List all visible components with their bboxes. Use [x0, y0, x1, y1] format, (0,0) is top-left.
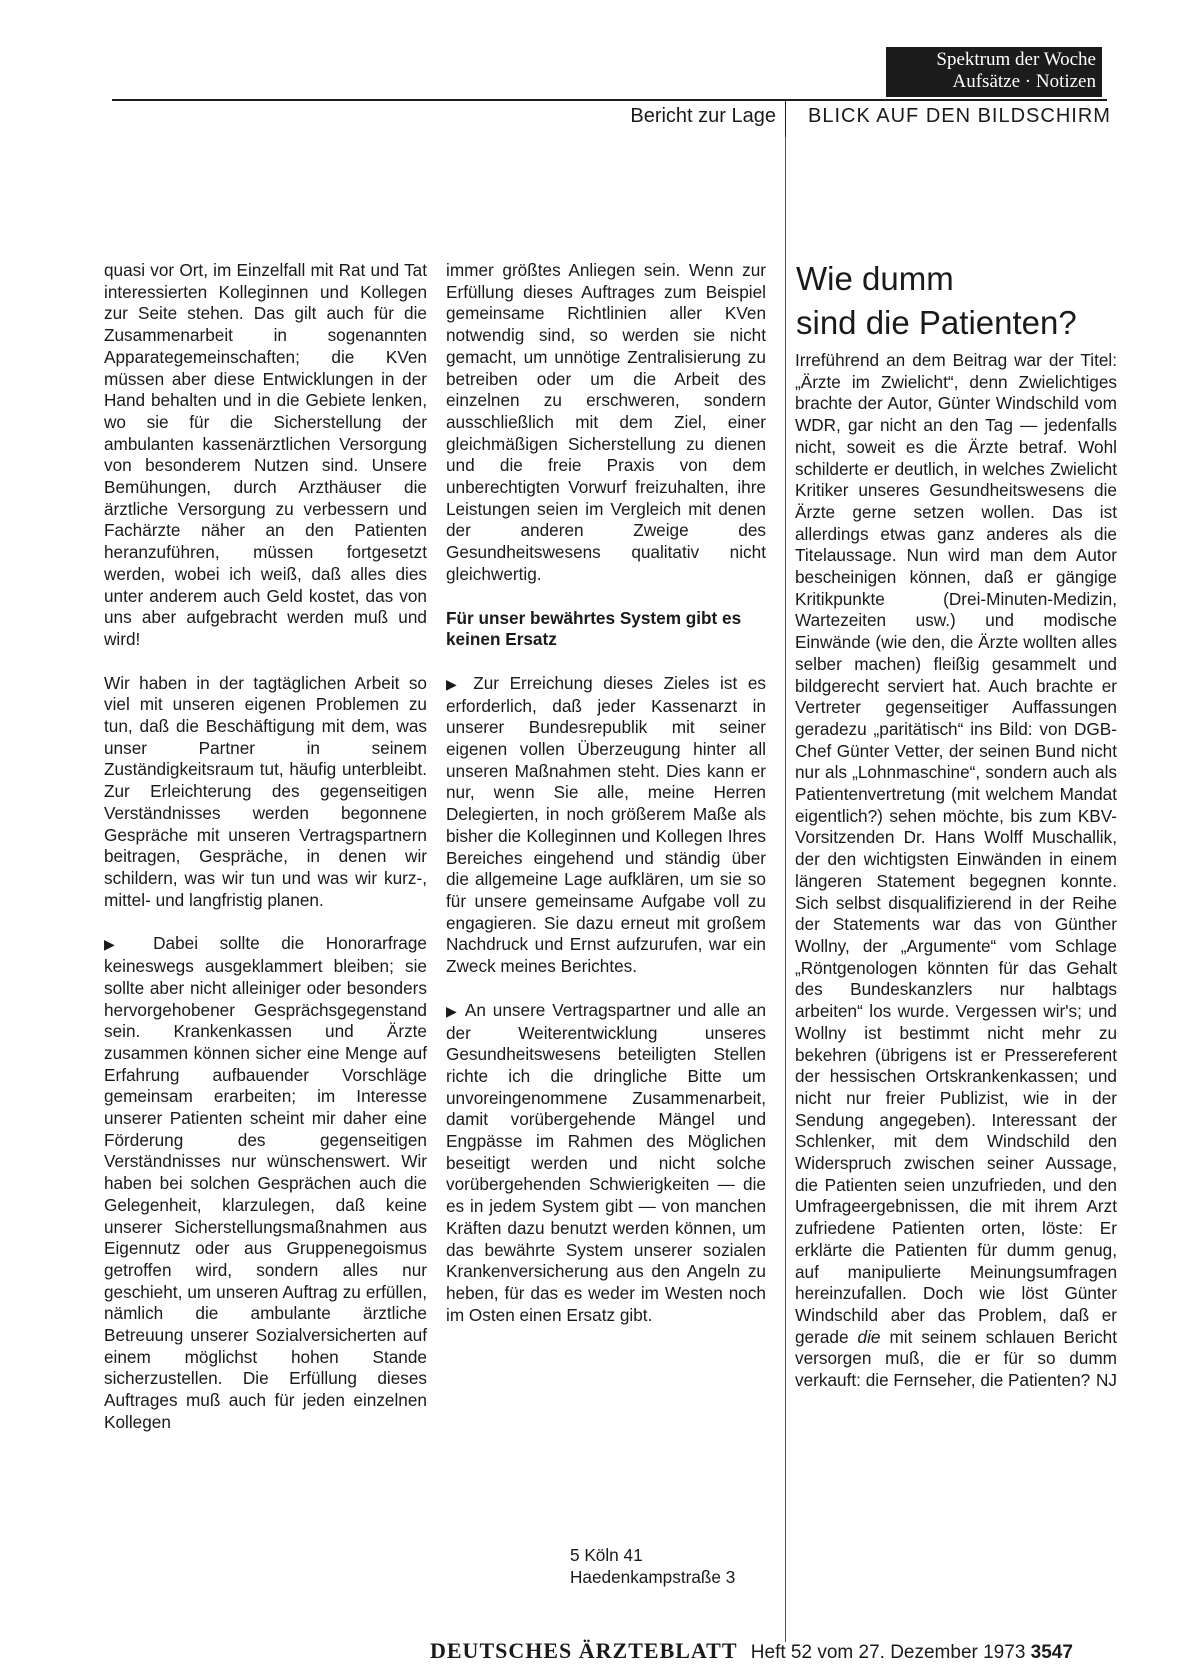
column-3 — [795, 350, 1117, 1414]
paragraph-text: mit seinem schlauen Bericht versorgen muß, die er für so dumm verkauft: die Fernseher, die Patienten? — [795, 1326, 1118, 1391]
emphasis: die — [857, 1326, 881, 1347]
section-badge — [886, 47, 1102, 97]
paragraph — [795, 350, 1117, 1392]
section-badge-line2: Aufsätze · Notizen — [952, 71, 1096, 92]
paragraph — [104, 933, 427, 1433]
triangle-bullet-icon: ▶ — [104, 936, 132, 953]
author-signoff: NJ — [1095, 1370, 1117, 1391]
issue-info: Heft 52 vom 27. Dezember 1973 — [750, 1642, 1026, 1663]
article-title — [796, 257, 1077, 345]
paragraph: Wir haben in der tagtäglichen Arbeit so viel mit unseren eigenen Problemen zu tun, daß die Beschäftigung mit dem, was unser Partner in seinem Zuständigkeitsraum tut, häufig unterbleibt. Zur Erleichterung des gegenseitigen Verständnisses werden begonnene Gespräche mit unseren Vertragspartnern beitragen, Gespräche, in denen wir schildern, was wir tun und was wir kurz-, mittel- und langfristig planen. — [104, 672, 427, 910]
page-number: 3547 — [1030, 1642, 1073, 1663]
paragraph-text: Dabei sollte die Honorarfrage keineswegs ausgeklammert bleiben; sie sollte aber nicht alleiniger oder besonders hervorgehobener Gesprächsgegenstand sein. Krankenkassen und Ärzte zusammen können sicher eine Menge auf Erfahrung aufbauender Vorschläge gemeinsam erarbeiten; im Interesse unserer Patienten scheint mir daher eine Förderung des gegenseitigen Verständnisses nur wünschenswert. Wir haben bei solchen Gesprächen auch die Gelegenheit, klarzulegen, daß keine unserer Sicherstellungsmaßnahmen aus Eigennutz oder aus Gruppenegoismus getroffen wird, sondern alles nur geschieht, um unseren Auftrag zu erfüllen, nämlich die ambulante ärztliche Betreuung unserer Sozialversicherten auf einem möglichst hohen Stande sicherzustellen. Die Erfüllung dieses Auftrages muß auch für jeden einzelnen Kollegen — [104, 933, 427, 1432]
magazine-name: DEUTSCHES ÄRZTEBLATT — [430, 1638, 738, 1663]
rubric-left: Bericht zur Lage — [630, 105, 776, 127]
paragraph: immer größtes Anliegen sein. Wenn zur Erfüllung dieses Auftrages zum Beispiel gemeinsame Richtlinien aller KVen notwendig sind, so werden sie nicht gemacht, um unnötige Zentralisierung zu betreiben oder um die Arbeit des einzelnen zu erschweren, sondern ausschließlich mit dem Ziel, einer gleichmäßigen Sicherstellung zu dienen und die freie Praxis von dem unberechtigten Vorwurf freizuhalten, ihre Leistungen seien im Vergleich mit denen der anderen Zweige des Gesundheitswesens qualitativ nicht gleichwertig. — [446, 260, 766, 584]
rubric-right: BLICK AUF DEN BILDSCHIRM — [808, 105, 1111, 127]
paragraph-text: Irreführend an dem Beitrag war der Titel: „Ärzte im Zwielicht“, denn Zwielichtiges brachte der Autor, Günter Windschild vom WDR, gar nicht an den Tag — jedenfalls nicht, soweit es die Ärzte betraf. Wohl schilderte er deutlich, in welches Zwielicht Kritiker unseres Gesundheitswesens die Ärzte gerne setzen wollen. Das ist allerdings etwas ganz anderes als die Titelaussage. Nun wird man dem Autor bescheinigen können, daß er gängige Kritikpunkte (Drei-Minuten-Medizin, Wartezeiten usw.) und modische Einwände (wie den, die Ärzte wollten alles selber machen) fleißig gesammelt und bildgerecht serviert hat. Auch brachte er Vertreter gegenseitiger Auffassungen geradezu „paritätisch“ ins Bild: von DGB-Chef Günter Vetter, der seinen Bund nicht nur als „Lohnmaschine“, sondern auch als Patientenvertretung (mit welchem Mandat eigentlich?) sehen möchte, bis zum KBV-Vorsitzenden Dr. Hans Wolff Muschallik, der den wichtigsten Einwänden in einem längeren Statement begegnen konnte. Sich selbst disqualifizierend in der Reihe der Statements war das von Günther Wollny, der „Argumente“ vom Schlage „Röntgenologen könnten für das Gehalt des Bundeskanzlers nur halbtags arbeiten“ los wurde. Vergessen wir's; und Wollny ist bestimmt nicht mehr zu bekehren (übrigens ist er Pressereferent der hessischen Ortskrankenkassen; und nicht nur freier Publizist, wie in der Sendung angegeben). Interessant der Schlenker, mit dem Windschild den Widerspruch zwischen seiner Aussage, die Patienten seien unzufrieden, und den Umfrageergebnissen, die mit ihrem Arzt zufriedene Patienten orten, löste: Er erklärte die Patienten für dumm genug, auf manipulierte Meinungsumfragen hereinzufallen. Doch wie löst Günter Windschild aber das Problem, daß er gerade — [795, 350, 1117, 1347]
section-badge-line1: Spektrum der Woche — [936, 49, 1096, 70]
address-line: 5 Köln 41 — [570, 1545, 643, 1565]
column-1 — [104, 260, 427, 1456]
title-line: Wie dumm — [796, 260, 954, 297]
address-line: Haedenkampstraße 3 — [570, 1566, 736, 1587]
paragraph-text: Zur Erreichung dieses Zieles ist es erforderlich, daß jeder Kassenarzt in unserer Bundesrepublik mit seiner eigenen vollen Überzeugung hinter all unseren Maßnahmen steht. Dies kann er nur, wenn Sie alle, meine Herren Delegierten, in noch größerem Maße als bisher die Kolleginnen und Kollegen Ihres Bereiches eingehend und ständig über die allgemeine Lage aufklären, um sie so für unsere gemeinsame Aufgabe voll zu engagieren. Sie dazu erneut mit großem Nachdruck und Ernst aufzurufen, war ein Zweck meines Berichtes. — [446, 672, 766, 977]
column-divider — [785, 137, 786, 1642]
paragraph — [446, 1000, 766, 1327]
triangle-bullet-icon: ▶ — [446, 675, 463, 692]
author-address — [570, 1545, 735, 1588]
page-footer — [430, 1638, 1073, 1664]
header-rule — [112, 99, 1107, 101]
paragraph-text: An unsere Vertragspartner und alle an der Weiterentwicklung unseres Gesundheitswesens beteiligten Stellen richte ich die dringliche Bitte um unvoreingenommene Zusammenarbeit, damit vorübergehende Mängel und Engpässe im Rahmen des Möglichen beseitigt werden und nicht solche vorübergehenden Schwierigkeiten — die es in jedem System gibt — von manchen Kräften dazu benutzt werden können, um das bewährte System unserer sozialen Krankenversicherung aus den Angeln zu heben, für das es weder im Westen noch im Osten einen Ersatz gibt. — [446, 999, 766, 1325]
header-divider — [785, 100, 786, 137]
paragraph: quasi vor Ort, im Einzelfall mit Rat und Tat interessierten Kolleginnen und Kollegen zur Seite stehen. Das gilt auch für die Zusammenarbeit in sogenannten Apparategemeinschaften; die KVen müssen aber diese Entwicklungen in der Hand behalten und in die Gebiete lenken, wo sie für die Sicherstellung der ambulanten kassenärztlichen Versorgung von besonderem Nutzen sind. Unsere Bemühungen, durch Arzthäuser die ärztliche Versorgung zu verbessern und Fachärzte näher an den Patienten heranzuführen, müssen fortgesetzt werden, wobei ich weiß, daß alles dies unter anderem auch Geld kostet, das von uns aber aufgebracht werden muß und wird! — [104, 260, 427, 649]
subheading: Für unser bewährtes System gibt es keinen Ersatz — [446, 607, 742, 650]
paragraph — [446, 673, 766, 978]
triangle-bullet-icon: ▶ — [446, 1002, 459, 1019]
column-2 — [446, 260, 766, 1348]
title-line: sind die Patienten? — [796, 304, 1077, 341]
